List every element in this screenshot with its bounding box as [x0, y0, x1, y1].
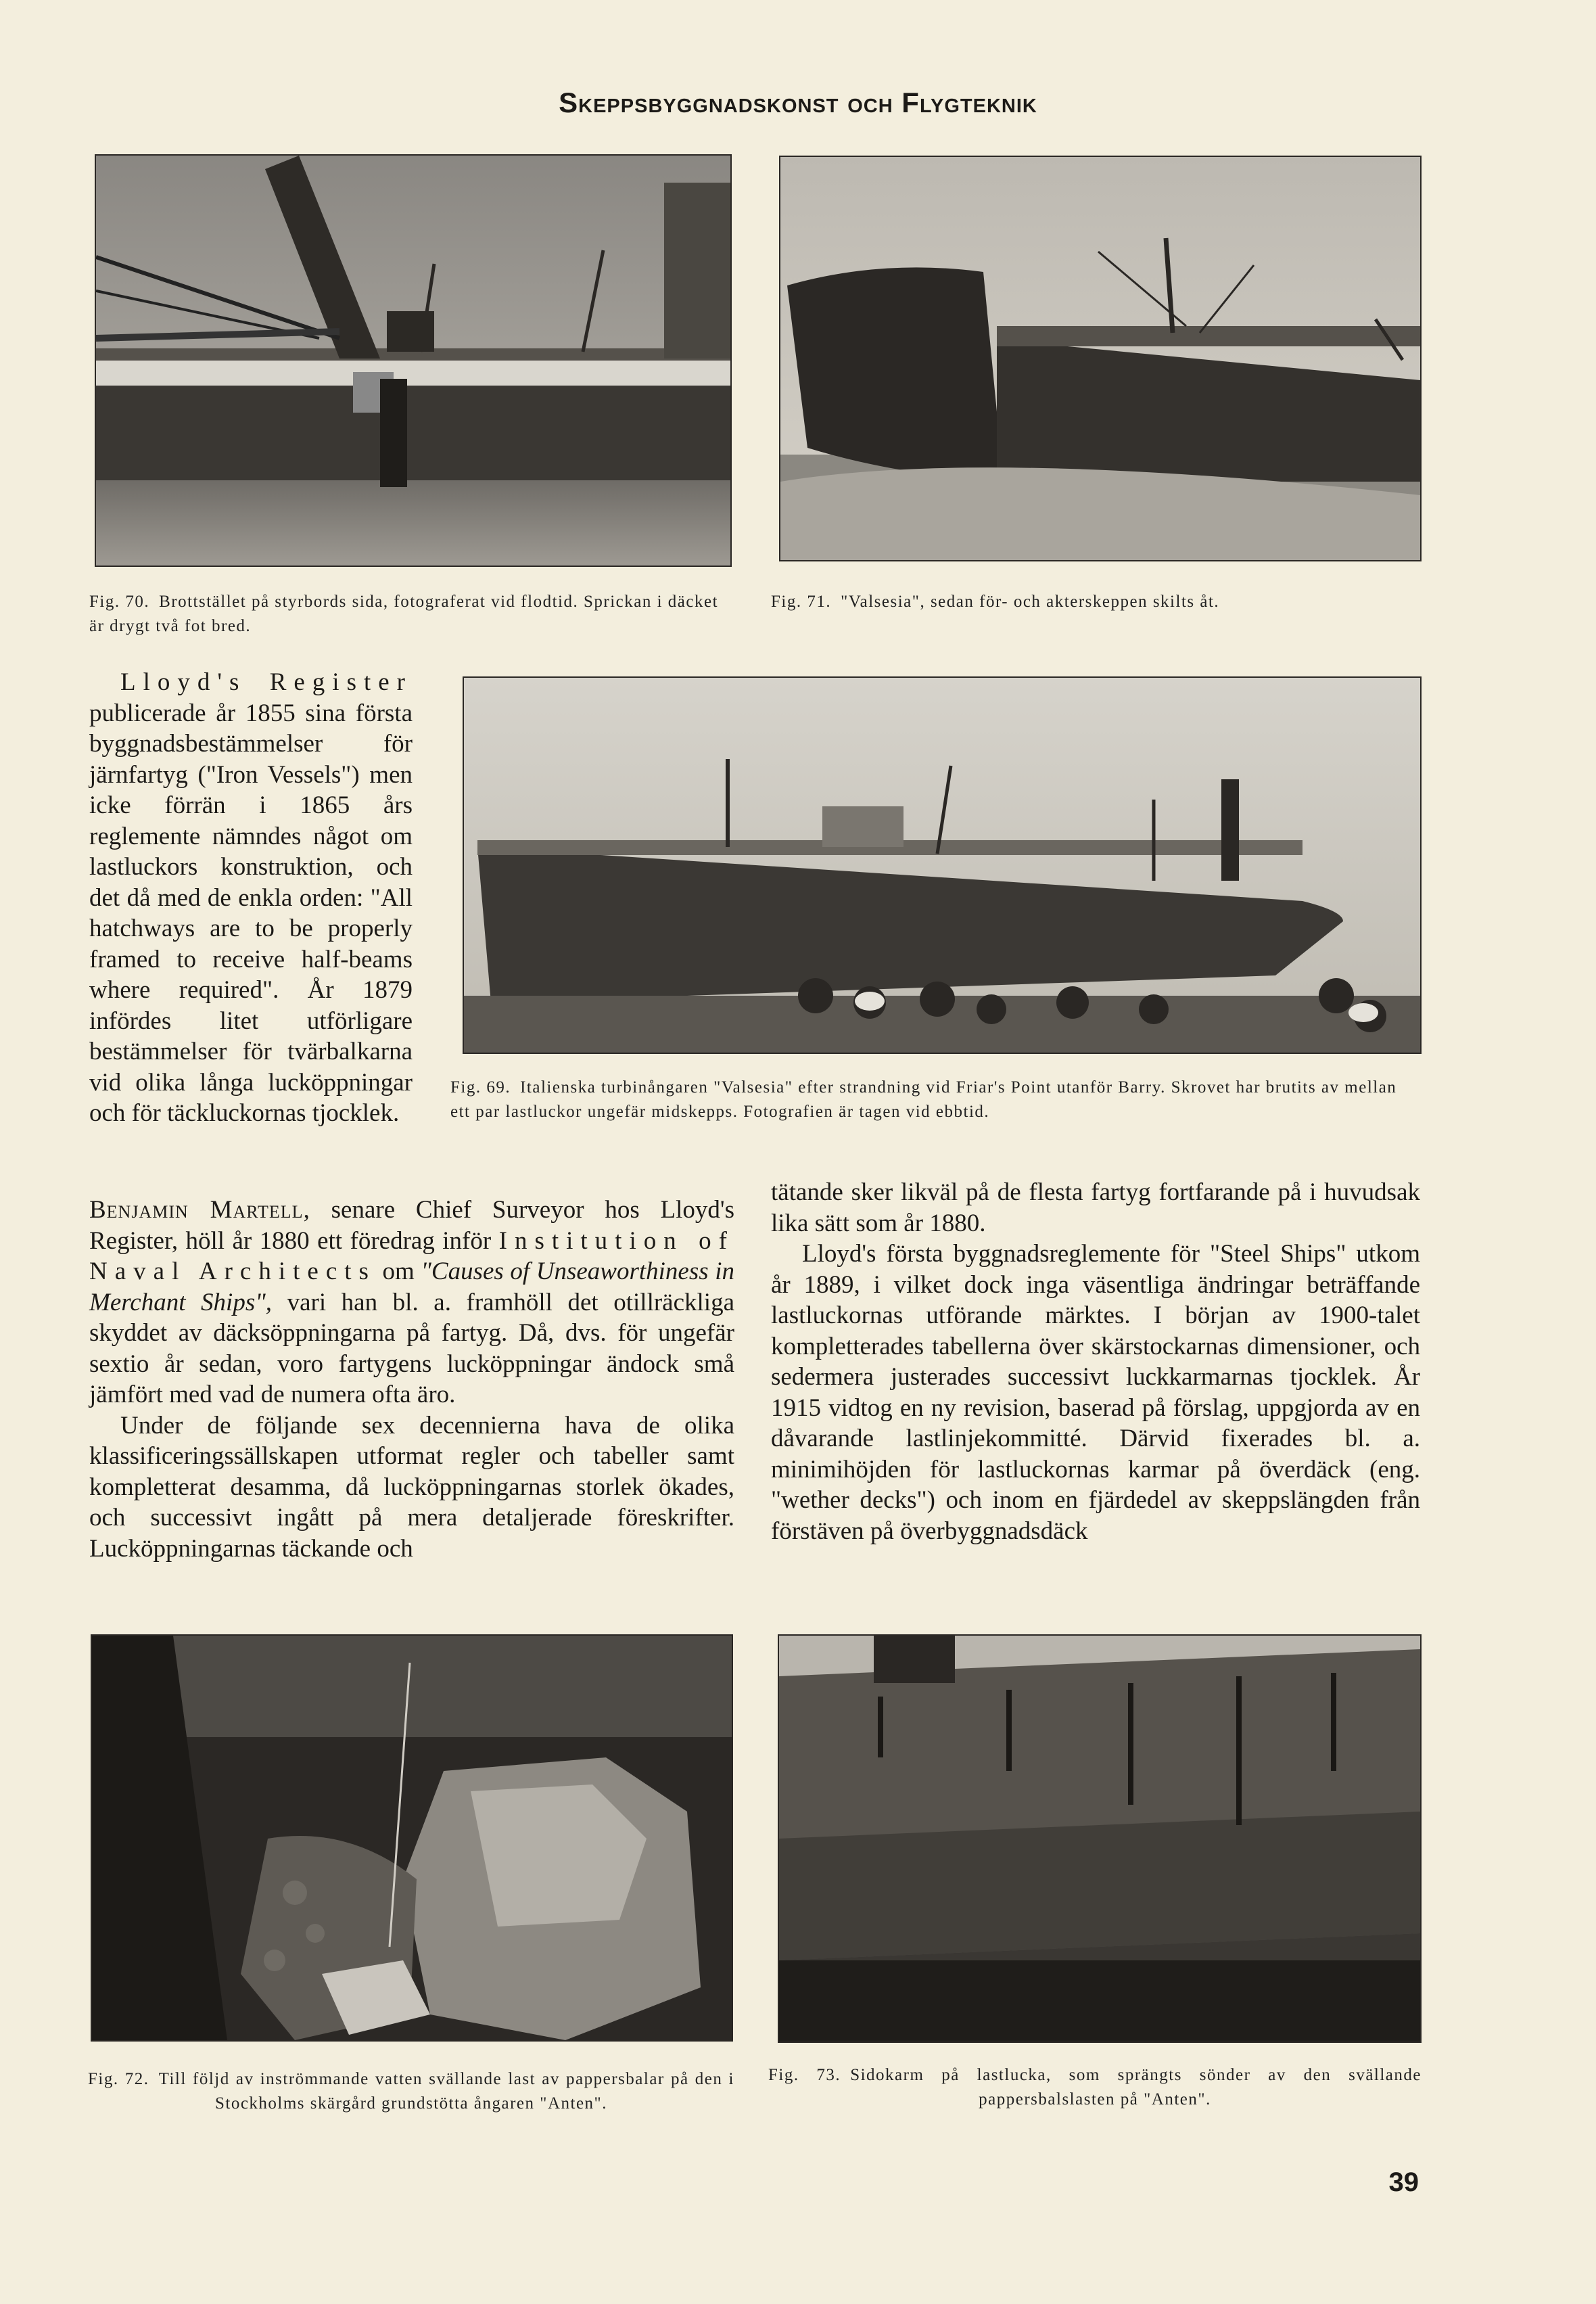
figure-caption-text: "Valsesia", sedan för- och akterskeppen skilts åt.: [841, 593, 1220, 611]
right-column-text: [771, 1177, 1420, 1546]
figure-caption-text: Till följd av inströmmande vatten svällande last av pappersbalar på den i Stockholms skärgård grundstötta ångaren "Anten".: [158, 2070, 734, 2113]
figure-label: Fig. 72.: [88, 2070, 149, 2088]
ship-broken-in-two-photo: [780, 157, 1420, 560]
left-column-text-continued: [89, 1195, 734, 1564]
figure-label: Fig. 69.: [450, 1078, 511, 1097]
page-number: 39: [1388, 2167, 1419, 2197]
caption-fig-73: [768, 2063, 1422, 2112]
figure-caption-text: Sidokarm på lastlucka, som sprängts sönder av den svällande pappersbalslasten på "Anten".: [850, 2066, 1422, 2109]
caption-fig-69: [450, 1076, 1422, 1124]
figure-label: Fig. 70.: [89, 593, 150, 611]
figure-caption-text: Italienska turbinångaren "Valsesia" efter strandning vid Friar's Point utanför Barry. Skrovet har brutits av mellan ett par lastluckor ungefär midskepps. Fotografien är tagen vid ebbtid.: [450, 1078, 1397, 1121]
burst-hatch-coaming-photo: [779, 1636, 1420, 2042]
institution-name: Institution of Naval Architects: [89, 1226, 734, 1285]
swollen-paper-cargo-photo: [92, 1636, 732, 2040]
lecture-title: "Causes of Unseaworthiness in Merchant Ships",: [89, 1258, 734, 1316]
caption-fig-70: [89, 590, 732, 639]
paragraph-1a: publicerade år 1855 sina första byggnadsbestämmelser för järnfartyg ("Iron Vessels") men icke förrän i 1865 års reglemente nämndes något om lastluckors konstruktion, och det då med de enkla orden: "All hatchways are to be properly framed to receive half-beams where required". År 1879 infördes litet utförligare bestämmelser för tvärbalkarna vid olika långa lucköppningar och för täckluckornas tjocklek.: [89, 699, 413, 1127]
caption-fig-72: [88, 2067, 734, 2116]
right-paragraph-1: tätande sker likväl på de flesta fartyg fortfarande på i huvudsak lika sätt som år 1880.: [771, 1178, 1420, 1237]
figure-caption-text: Brottstället på styrbords sida, fotograferat vid flodtid. Sprickan i däcket är drygt två fot bred.: [89, 593, 719, 635]
ship-deck-crack-photo: [96, 156, 730, 566]
photo-fig-69: [463, 676, 1422, 1054]
name-benjamin-martell: Benjamin Martell,: [89, 1196, 310, 1224]
paragraph-1b: senare Chief Surveyor hos Lloyd's Register, höll år 1880 ett föredrag inför: [89, 1196, 734, 1255]
photo-fig-71: [779, 156, 1422, 561]
right-paragraph-2: Lloyd's första byggnadsreglemente för "Steel Ships" utkom år 1889, i vilket dock inga väsentliga ändringar beträffande lastluckornas utförande märktes. I början av 1900-talet kompletterades tabellerna över skärstockarnas dimensioner, och sedermera justerades successivt luckkarmarnas tjocklek. År 1915 vidtog en ny revision, baserad på förslag, uppgjorda av en dåvarande lastlinjekommitté. Därvid fixerades bl. a. minimihöjden för lastluckornas karmar på överdäck (eng. "wether decks") och inom en fjärdedel av skeppslängden från förstäven på överbyggnadsdäck: [771, 1240, 1420, 1545]
paragraph-1d: vari han bl. a. framhöll det otillräckliga skyddet av däcksöppningarna på fartyg. Då, dvs. för ungefär sextio år sedan, voro fartygens lucköppningar ändock små jämfört med vad de numera ofta äro.: [89, 1288, 735, 1408]
photo-fig-70: [95, 154, 732, 567]
left-column-text: [89, 667, 413, 1129]
figure-label: Fig. 71.: [771, 593, 832, 611]
photo-fig-73: [778, 1634, 1422, 2043]
paragraph-1c: om: [382, 1258, 415, 1285]
paragraph-2: Under de följande sex decennierna hava de olika klassificeringssällskapen utformat regler och tabeller samt kompletterat desamma, då lucköppningarnas storlek ökades, och successivt ingått på mera detaljerade föreskrifter. Lucköppningarnas täckande och: [89, 1411, 734, 1563]
stranded-steamer-photo: [464, 678, 1420, 1053]
figure-label: Fig. 73.: [768, 2066, 841, 2084]
lloyds-register-lead: Lloyd's Register: [120, 668, 413, 696]
caption-fig-71: [771, 590, 1420, 614]
photo-fig-72: [91, 1634, 733, 2042]
running-head: Skeppsbyggnadskonst och Flygteknik: [559, 87, 1037, 118]
